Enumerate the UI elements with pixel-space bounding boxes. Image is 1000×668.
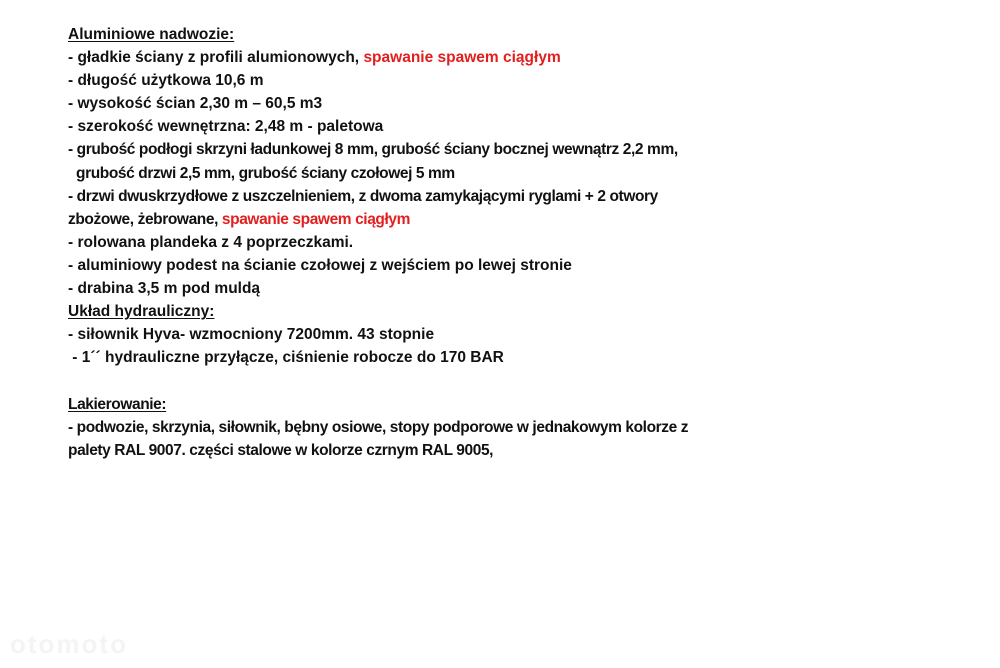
spacer (68, 369, 828, 392)
spec-line-text: - gładkie ściany z profili alumionowych, (68, 49, 364, 67)
spec-line: - grubość podłogi skrzyni ładunkowej 8 mm, grubość ściany bocznej wewnątrz 2,2 mm, (68, 141, 678, 159)
spec-line: - aluminiowy podest na ścianie czołowej z wejściem po lewej stronie (68, 256, 572, 274)
section-heading-hydraulics: Układ hydrauliczny: (68, 303, 215, 321)
welding-highlight: spawanie spawem ciągłym (221, 210, 411, 228)
spec-line: - 1´´ hydrauliczne przyłącze, ciśnienie robocze do 170 BAR (68, 349, 504, 367)
section-heading-painting: Lakierowanie: (68, 395, 167, 413)
spec-line: - drzwi dwuskrzydłowe z uszczelnieniem, z dwoma zamykającymi ryglami + 2 otwory (68, 187, 658, 205)
spec-line (68, 208, 828, 231)
spec-line (68, 46, 828, 69)
spec-line: - szerokość wewnętrzna: 2,48 m - paletowa (68, 118, 384, 136)
spec-line: grubość drzwi 2,5 mm, grubość ściany czołowej 5 mm (76, 164, 455, 182)
spec-line: - podwozie, skrzynia, siłownik, bębny osiowe, stopy podporowe w jednakowym kolorze z (68, 418, 689, 436)
watermark-logo: otomoto (10, 629, 128, 659)
section-heading-body: Aluminiowe nadwozie: (68, 26, 235, 43)
spec-line: - rolowana plandeka z 4 poprzeczkami. (68, 233, 354, 251)
spec-line: - siłownik Hyva- wzmocniony 7200mm. 43 stopnie (68, 326, 435, 344)
welding-highlight: spawanie spawem ciągłym (363, 49, 561, 67)
spec-line: - drabina 3,5 m pod muldą (68, 280, 261, 298)
spec-line: - wysokość ścian 2,30 m – 60,5 m3 (68, 95, 323, 113)
spec-line-text: zbożowe, żebrowane, (68, 210, 222, 228)
spec-line: palety RAL 9007. części stalowe w kolorze czrnym RAL 9005, (68, 441, 494, 459)
spec-document (68, 23, 828, 462)
spec-line: - długość użytkowa 10,6 m (68, 72, 264, 90)
